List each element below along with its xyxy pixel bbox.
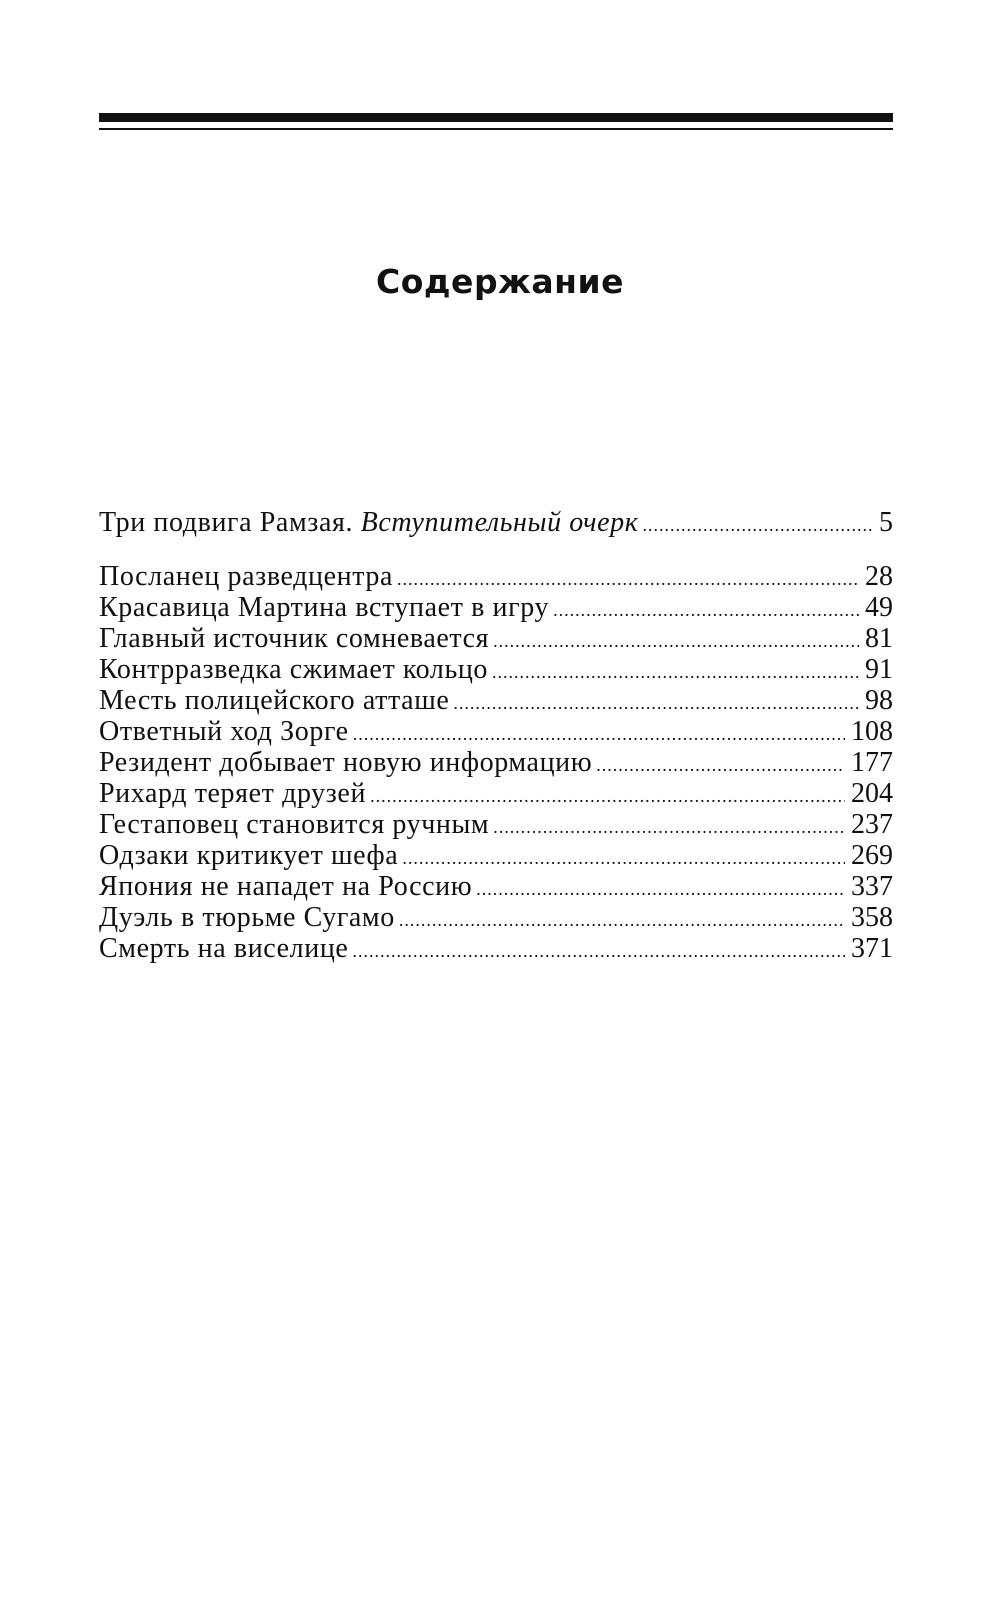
toc-entry: [99, 809, 893, 841]
toc-page-number: 237: [851, 809, 893, 840]
toc-entry-title: Дуэль в тюрьме Сугамо: [99, 902, 395, 933]
toc-entry: [99, 561, 893, 593]
toc-page-number: 98: [865, 685, 893, 716]
toc-page-number: 81: [865, 623, 893, 654]
dot-leader: [642, 515, 873, 536]
toc-entry-title: Месть полицейского атташе: [99, 685, 450, 716]
dot-leader: [553, 600, 859, 621]
dot-leader: [353, 724, 845, 745]
toc-entry-title: Контрразведка сжимает кольцо: [99, 654, 489, 685]
toc-page-number: 371: [851, 933, 893, 964]
toc-entry-subtitle: Вступительный очерк: [360, 507, 639, 538]
toc-entry: [99, 840, 893, 872]
dot-leader: [397, 569, 859, 590]
toc-page-number: 91: [865, 654, 893, 685]
toc-entry: [99, 747, 893, 779]
toc-entry-title: Ответный ход Зорге: [99, 716, 349, 747]
toc-entry-title: Главный источник сомневается: [99, 623, 490, 654]
toc-page-number: 5: [879, 507, 893, 538]
dot-leader: [493, 631, 859, 652]
toc-entry-title: Красавица Мартина вступает в игру: [99, 592, 550, 623]
toc-page-number: 204: [851, 778, 893, 809]
toc-entry-title: Гестаповец становится ручным: [99, 809, 490, 840]
toc-entry-title: Рихард теряет друзей: [99, 778, 367, 809]
toc-entry-title: Посланец разведцентра: [99, 561, 393, 592]
toc-entry-title: Смерть на виселице: [99, 933, 349, 964]
header-rule-thin: [99, 128, 893, 130]
toc-entry-intro: [99, 507, 893, 539]
toc-entry-title: Три подвига Рамзая. Вступительный очерк: [99, 507, 639, 538]
toc-entry-title: Япония не нападет на Россию: [99, 871, 473, 902]
header-rule-thick: [99, 113, 893, 122]
toc-entry: [99, 623, 893, 655]
toc-page-number: 28: [865, 561, 893, 592]
toc-page-number: 108: [851, 716, 893, 747]
dot-leader: [370, 786, 845, 807]
toc-entry-title: Одзаки критикует шефа: [99, 840, 399, 871]
toc-page-number: 337: [851, 871, 893, 902]
dot-leader: [476, 879, 845, 900]
dot-leader: [492, 662, 859, 683]
dot-leader: [399, 910, 845, 931]
toc-entry: [99, 685, 893, 717]
toc-entry: [99, 592, 893, 624]
toc-page-number: 269: [851, 840, 893, 871]
toc-entry: [99, 902, 893, 934]
toc-entry: [99, 778, 893, 810]
toc-entry-title: Резидент добывает новую информацию: [99, 747, 593, 778]
dot-leader: [453, 693, 859, 714]
toc-entry: [99, 716, 893, 748]
page-title: Содержание: [376, 262, 624, 301]
dot-leader: [352, 941, 845, 962]
dot-leader: [493, 817, 845, 838]
toc-entry: [99, 871, 893, 903]
dot-leader: [402, 848, 845, 869]
toc-entry: [99, 933, 893, 965]
dot-leader: [596, 755, 845, 776]
toc-entry: [99, 654, 893, 686]
toc-page-number: 49: [865, 592, 893, 623]
toc-page-number: 358: [851, 902, 893, 933]
toc-page-number: 177: [851, 747, 893, 778]
